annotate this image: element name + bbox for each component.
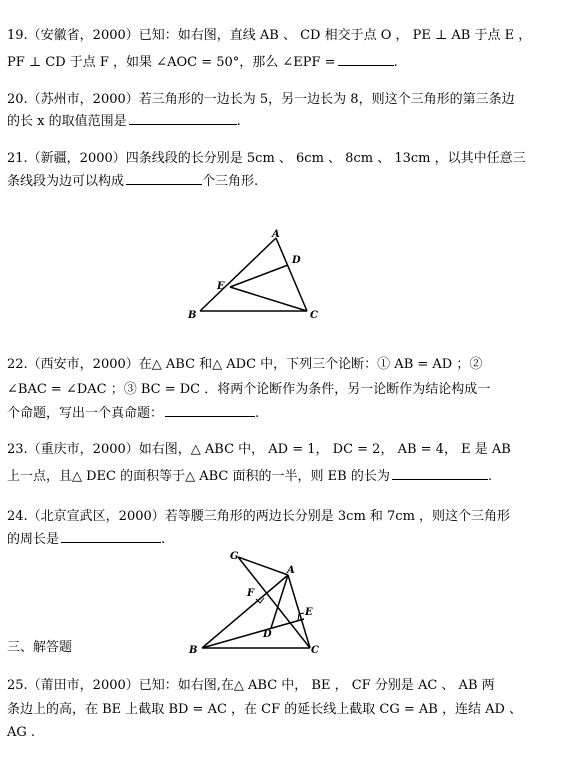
vertex-label-c: C bbox=[311, 645, 319, 655]
problem-text: . bbox=[161, 532, 166, 547]
problem-23-line-2 bbox=[7, 467, 492, 485]
problem-text: 19.（安徽省，2000）已知：如右图，直线 AB 、 CD 相交于点 O ， PE ⊥ AB 于点 E ， bbox=[7, 28, 532, 43]
vertex-label-b: B bbox=[189, 645, 198, 655]
segment-ec bbox=[230, 287, 307, 311]
vertex-label-b: B bbox=[188, 310, 197, 321]
problem-text: 个命题，写出一个真命题： bbox=[7, 406, 164, 421]
problem-text: PF ⊥ CD 于点 F ，如果 ∠AOC = 50°，那么 ∠EPF = bbox=[7, 55, 336, 70]
answer-blank[interactable] bbox=[129, 112, 237, 125]
vertex-label-c: C bbox=[310, 310, 318, 321]
problem-21-line-2 bbox=[7, 172, 258, 190]
section-heading: 三、解答题 bbox=[7, 640, 73, 655]
problem-text: 20.（苏州市，2000）若三角形的一边长为 5，另一边长为 8，则这个三角形的第三条边 bbox=[7, 92, 515, 107]
answer-blank[interactable] bbox=[61, 530, 161, 543]
problem-24-line-1 bbox=[7, 509, 510, 525]
vertex-label-d: D bbox=[292, 255, 301, 266]
problem-24-line-2 bbox=[7, 530, 165, 548]
problem-text: 25.（莆田市，2000）已知：如右图,在△ ABC 中， BE ， CF 分别是 AC 、 AB 两 bbox=[7, 678, 495, 693]
answer-blank[interactable] bbox=[165, 404, 255, 417]
answer-blank[interactable] bbox=[126, 172, 202, 185]
segment-be bbox=[202, 619, 304, 648]
problem-19-line-2 bbox=[7, 53, 398, 71]
problem-25-line-2 bbox=[7, 702, 522, 718]
problem-25-line-1 bbox=[7, 678, 495, 694]
problem-text: . bbox=[393, 55, 398, 70]
problem-text: . bbox=[487, 469, 492, 484]
problem-text: . bbox=[236, 114, 241, 129]
problem-text: 23.（重庆市，2000）如右图，△ ABC 中， AD = 1， DC = 2， AB = 4， E 是 AB bbox=[7, 442, 511, 457]
problem-text: 的周长是 bbox=[7, 532, 60, 547]
problem-22-line-1 bbox=[7, 357, 482, 373]
problem-20-line-1 bbox=[7, 92, 515, 108]
problem-22-line-2 bbox=[7, 382, 490, 398]
vertex-label-d: D bbox=[263, 629, 272, 640]
problem-25-line-3 bbox=[7, 725, 35, 741]
problem-23-line-1 bbox=[7, 442, 511, 458]
problem-text: 21.（新疆，2000）四条线段的长分别是 5cm 、 6cm 、 8cm 、 13cm ，以其中任意三 bbox=[7, 151, 526, 166]
vertex-label-e: E bbox=[217, 281, 225, 292]
answer-blank[interactable] bbox=[338, 53, 394, 66]
problem-text: 个三角形. bbox=[202, 174, 259, 189]
vertex-label-g: G bbox=[230, 551, 239, 562]
problem-text: 24.（北京宣武区，2000）若等腰三角形的两边长分别是 3cm 和 7cm ，则这个三角形 bbox=[7, 509, 511, 524]
vertex-label-f: F bbox=[247, 588, 255, 599]
vertex-label-a: A bbox=[287, 565, 295, 576]
problem-text: 22.（西安市，2000）在△ ABC 和△ ADC 中，下列三个论断：① AB = AD ；② bbox=[7, 357, 483, 372]
problem-22-line-3 bbox=[7, 404, 259, 422]
problem-text: 条线段为边可以构成 bbox=[7, 174, 125, 189]
segment-ab bbox=[202, 575, 288, 648]
segment-ac bbox=[276, 238, 307, 311]
problem-20-line-2 bbox=[7, 112, 241, 130]
problem-text: . bbox=[255, 406, 260, 421]
problem-text: AG . bbox=[7, 725, 36, 740]
vertex-label-e: E bbox=[305, 607, 313, 618]
segment-ed bbox=[230, 265, 288, 287]
problem-text: 上一点，且△ DEC 的面积等于△ ABC 面积的一半，则 EB 的长为 bbox=[7, 469, 390, 484]
problem-text: 条边上的高，在 BE 上截取 BD = AC ，在 CF 的延长线上截取 CG = AB ，连结 AD 、 bbox=[7, 702, 523, 717]
problem-21-line-1 bbox=[7, 151, 526, 167]
answer-blank[interactable] bbox=[392, 467, 488, 480]
vertex-label-a: A bbox=[272, 229, 280, 240]
triangle-figure-1 bbox=[180, 225, 330, 325]
problem-text: 的长 x 的取值范围是 bbox=[7, 114, 127, 129]
problem-19-line-1 bbox=[7, 28, 531, 44]
problem-text: ∠BAC = ∠DAC ；③ BC = DC ．将两个论断作为条件，另一论断作为结论构成一 bbox=[7, 382, 491, 397]
triangle-figure-2 bbox=[185, 545, 335, 655]
